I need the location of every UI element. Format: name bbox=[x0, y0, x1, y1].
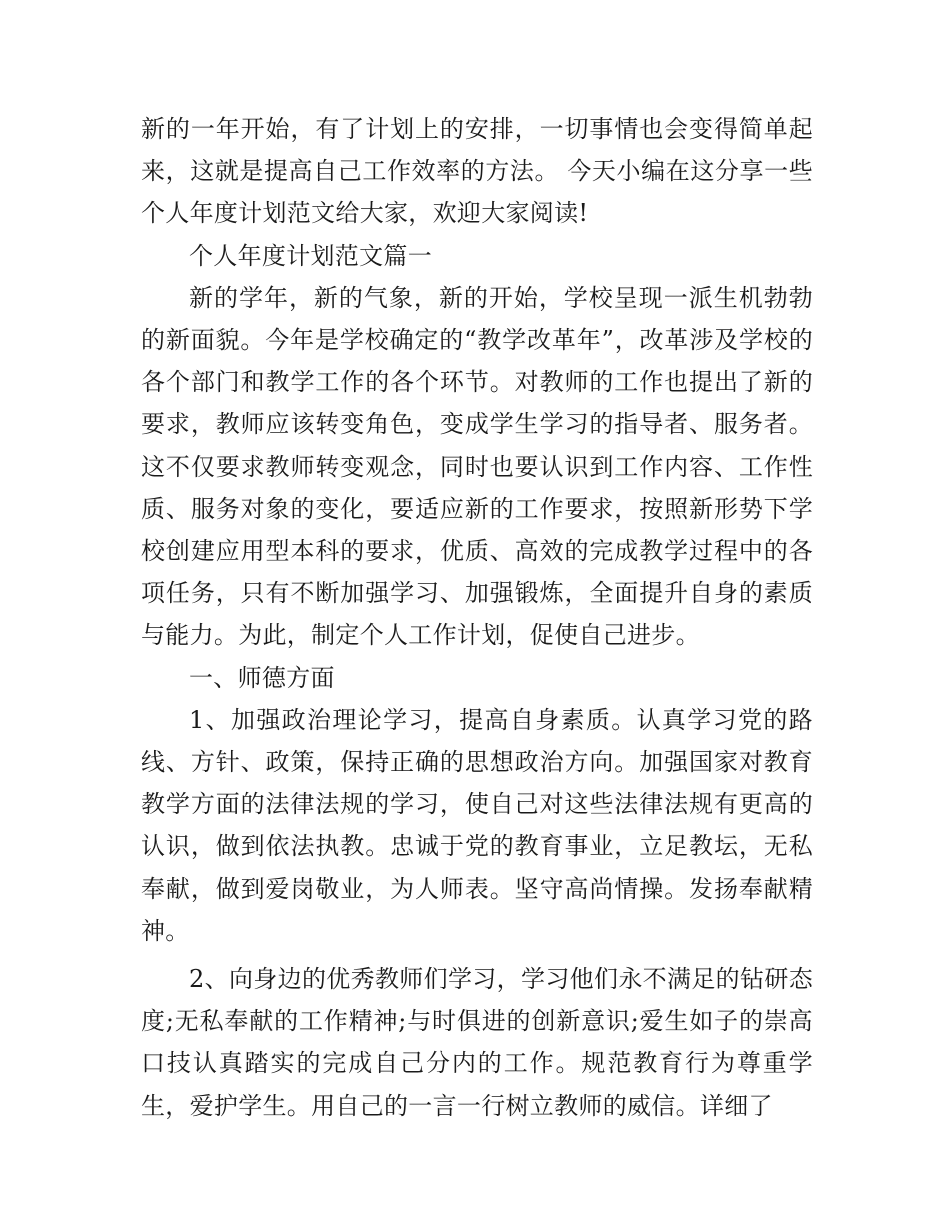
section-title: 个人年度计划范文篇一 bbox=[189, 241, 432, 270]
subsection-heading: 一、师德方面 bbox=[189, 663, 335, 692]
body-paragraph: 新的学年，新的气象，新的开始，学校呈现一派生机勃勃的新面貌。今年是学校确定的“教学改革年”，改革涉及学校的各个部门和教学工作的各个环节。对教师的工作也提出了新的要求，教师应该转变角色，变成学生学习的指导者、服务者。这不仅要求教师转变观念，同时也要认识到工作内容、工作性质、服务对象的变化，要适应新的工作要求，按照新形势下学校创建应用型本科的要求，优质、高效的完成教学过程中的各项任务，只有不断加强学习、加强锻炼，全面提升自身的素质与能力。为此，制定个人工作计划，促使自己进步。 bbox=[141, 283, 813, 650]
body-paragraph: 2、向身边的优秀教师们学习，学习他们永不满足的钻研态度;无私奉献的工作精神;与时俱进的创新意识;爱生如子的崇高口技认真踏实的完成自己分内的工作。规范教育行为尊重学生，爱护学生。用自己的一言一行树立教师的威信。详细了 bbox=[141, 965, 813, 1120]
intro-paragraph: 新的一年开始，有了计划上的安排，一切事情也会变得简单起来，这就是提高自己工作效率的方法。 今天小编在这分享一些个人年度计划范文给大家，欢迎大家阅读! bbox=[141, 115, 813, 228]
document-body bbox=[141, 108, 813, 1127]
body-paragraph: 1、加强政治理论学习，提高自身素质。认真学习党的路线、方针、政策，保持正确的思想政治方向。加强国家对教育教学方面的法律法规的学习，使自己对这些法律法规有更高的认识，做到依法执教。忠诚于党的教育事业，立足教坛，无私奉献，做到爱岗敬业，为人师表。坚守高尚情操。发扬奉献精神。 bbox=[141, 705, 813, 945]
